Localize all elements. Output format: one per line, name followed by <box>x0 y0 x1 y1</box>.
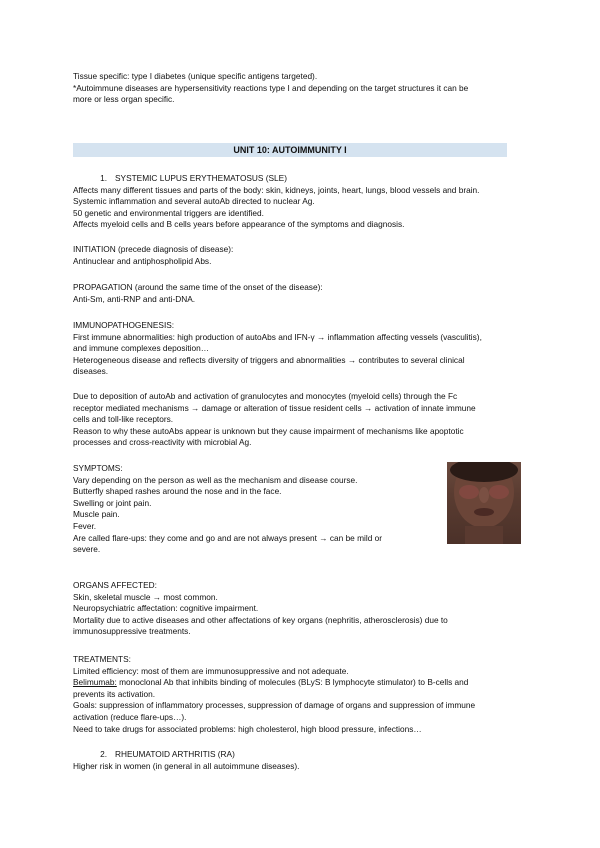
intro-line: *Autoimmune diseases are hypersensitivity reactions type I and depending on the target structures it can be <box>73 82 469 93</box>
propagation-text: Anti-Sm, anti-RNP and anti-DNA. <box>73 293 196 304</box>
immunopathogenesis-section <box>73 320 513 378</box>
immuno-line: diseases. <box>73 366 109 377</box>
unit-title: UNIT 10: AUTOIMMUNITY I <box>73 143 507 157</box>
sle-line: Affects many different tissues and parts of the body: skin, kidneys, joints, heart, lungs, blood vessels and brain. <box>73 184 480 195</box>
initiation-text: Antinuclear and antiphospholipid Abs. <box>73 255 212 266</box>
symptom-line: Butterfly shaped rashes around the nose and in the face. <box>73 486 282 497</box>
propagation-section <box>73 282 513 305</box>
organ-line: immunosuppressive treatments. <box>73 626 191 637</box>
face-illustration <box>447 462 521 544</box>
propagation-heading: PROPAGATION (around the same time of the onset of the disease): <box>73 282 323 292</box>
drug-name: Belimumab: <box>73 677 117 688</box>
immuno-line: Heterogeneous disease and reflects diversity of triggers and abnormalities → contributes to several clinical <box>73 354 465 365</box>
symptom-line: Vary depending on the person as well as the mechanism and disease course. <box>73 474 358 485</box>
treatment-line: activation (reduce flare-ups…). <box>73 711 187 722</box>
treatment-line: Goals: suppression of inflammatory processes, suppression of damage of organs and suppression of immune <box>73 700 476 711</box>
mechanism-section <box>73 391 513 449</box>
mechanism-line: Due to deposition of autoAb and activation of granulocytes and monocytes (myeloid cells) through the Fc <box>73 391 458 401</box>
symptom-line: Swelling or joint pain. <box>73 497 152 508</box>
sle-line: 50 genetic and environmental triggers are identified. <box>73 207 264 218</box>
mechanism-line: receptor mediated mechanisms → damage or alteration of tissue resident cells → activation of innate immune <box>73 402 476 413</box>
treatment-line: Limited efficiency: most of them are immunosuppressive and not adequate. <box>73 665 349 676</box>
ra-heading: 2. RHEUMATOID ARTHRITIS (RA) <box>100 749 235 759</box>
intro-section <box>73 71 513 106</box>
symptom-line: severe. <box>73 544 101 555</box>
ra-section <box>73 749 513 772</box>
sle-section <box>73 173 513 231</box>
sle-line: Affects myeloid cells and B cells years before appearance of the symptoms and diagnosis. <box>73 219 405 230</box>
mechanism-line: cells and toll-like receptors. <box>73 414 174 425</box>
treatment-line: prevents its activation. <box>73 688 156 699</box>
symptom-line: Muscle pain. <box>73 509 120 520</box>
symptoms-heading: SYMPTOMS: <box>73 463 123 473</box>
mechanism-line: processes and cross-reactivity with microbial Ag. <box>73 437 252 448</box>
treatment-drug-line: Belimumab: monoclonal Ab that inhibits binding of molecules (BLyS: B lymphocyte stimulator) to B-cells and <box>73 677 469 688</box>
symptoms-section <box>73 463 433 556</box>
treatment-line: Need to take drugs for associated problems: high cholesterol, high blood pressure, infections… <box>73 723 422 734</box>
butterfly-rash-photo <box>447 462 521 544</box>
initiation-section <box>73 244 513 267</box>
treatments-heading: TREATMENTS: <box>73 654 131 664</box>
organ-line: Skin, skeletal muscle → most common. <box>73 591 218 602</box>
intro-line: Tissue specific: type I diabetes (unique specific antigens targeted). <box>73 71 318 81</box>
mechanism-line: Reason to why these autoAbs appear is unknown but they cause impairment of mechanisms like apoptotic <box>73 425 464 436</box>
ra-line: Higher risk in women (in general in all autoimmune diseases). <box>73 760 300 771</box>
organs-section <box>73 580 513 638</box>
initiation-heading: INITIATION (precede diagnosis of disease): <box>73 244 234 254</box>
immunopathogenesis-heading: IMMUNOPATHOGENESIS: <box>73 320 175 330</box>
sle-line: Systemic inflammation and several autoAb directed to nuclear Ag. <box>73 196 315 207</box>
intro-line: more or less organ specific. <box>73 94 175 105</box>
organ-line: Mortality due to active diseases and other affectations of key organs (nephritis, atherosclerosis) due to <box>73 614 448 625</box>
treatments-section <box>73 654 513 735</box>
immuno-line: First immune abnormalities: high production of autoAbs and IFN-γ → inflammation affecting vessels (vasculitis), <box>73 331 482 342</box>
organs-heading: ORGANS AFFECTED: <box>73 580 157 590</box>
organ-line: Neuropsychiatric affectation: cognitive impairment. <box>73 603 259 614</box>
immuno-line: and immune complexes deposition… <box>73 343 210 354</box>
sle-heading: 1. SYSTEMIC LUPUS ERYTHEMATOSUS (SLE) <box>100 173 287 183</box>
symptom-line: Are called flare-ups: they come and go and are not always present → can be mild or <box>73 532 382 543</box>
symptom-line: Fever. <box>73 520 97 531</box>
